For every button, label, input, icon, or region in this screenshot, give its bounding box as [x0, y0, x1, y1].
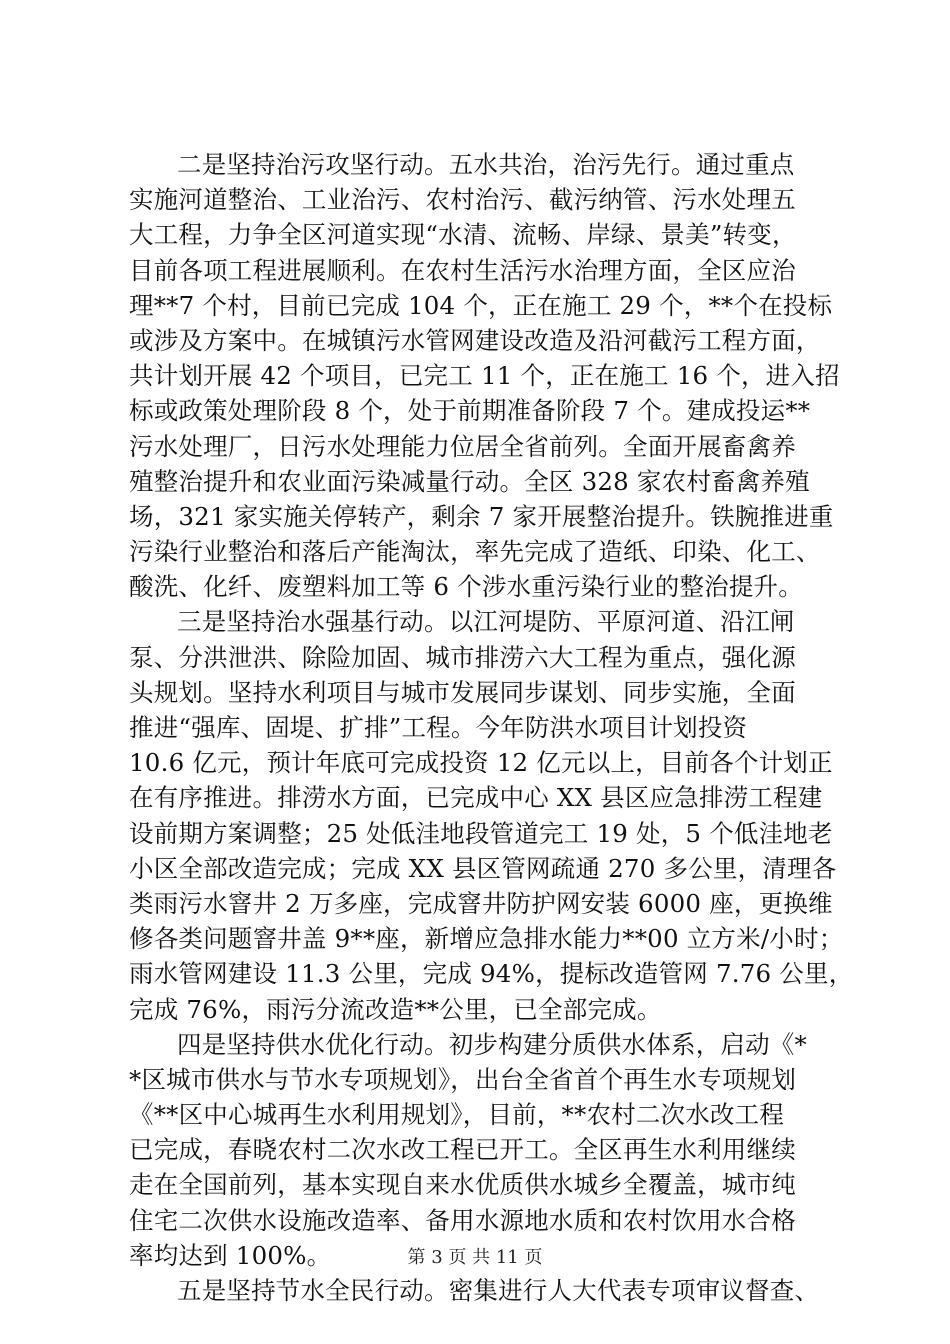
text-line: 走在全国前列，基本实现自来水优质供水城乡全覆盖，城市纯: [129, 1170, 796, 1200]
text-line: 场，321 家实施关停转产，剩余 7 家开展整治提升。铁腕推进重: [129, 501, 834, 531]
text-line: 已完成，春晓农村二次水改工程已开工。全区再生水利用继续: [129, 1135, 796, 1165]
text-line: 污水处理厂，日污水处理能力位居全省前列。全面开展畜禽养: [129, 431, 796, 461]
text-line: 二是坚持治污攻坚行动。五水共治，治污先行。通过重点: [177, 150, 795, 179]
text-line: 在有序推进。排涝水方面，已完成中心 XX 县区应急排涝工程建: [129, 783, 823, 813]
text-line: 污染行业整治和落后产能淘汰，率先完成了造纸、印染、化工、: [129, 537, 821, 567]
text-line: 修各类问题窨井盖 9**座，新增应急排水能力**00 立方米/小时；: [129, 924, 844, 954]
page-footer: [0, 1247, 950, 1269]
text-line: 住宅二次供水设施改造率、备用水源地水质和农村饮用水合格: [129, 1205, 796, 1235]
text-line: 共计划开展 42 个项目，已完工 11 个，正在施工 16 个，进入招: [129, 361, 840, 391]
text-line: 雨水管网建设 11.3 公里，完成 94%，提标改造管网 7.76 公里，: [129, 959, 854, 989]
text-line: 三是坚持治水强基行动。以江河堤防、平原河道、沿江闸: [177, 607, 795, 637]
text-line: 头规划。坚持水利项目与城市发展同步谋划、同步实施，全面: [129, 677, 796, 707]
text-line: 类雨污水窨井 2 万多座，完成窨井防护网安装 6000 座，更换维: [129, 888, 833, 918]
text-line: 五是坚持节水全民行动。密集进行人大代表专项审议督查、: [177, 1276, 820, 1305]
page-number-label: 第 3 页 共 11 页: [407, 1247, 543, 1268]
text-line: 10.6 亿元，预计年底可完成投资 12 亿元以上，目前各个计划正: [129, 748, 833, 778]
text-line: 完成 76%，雨污分流改造**公里，已全部完成。: [129, 994, 662, 1024]
text-line: 目前各项工程进展顺利。在农村生活污水治理方面，全区应治: [129, 255, 796, 285]
text-line: *区城市供水与节水专项规划》，出台全省首个再生水专项规划: [129, 1064, 797, 1094]
text-line: 四是坚持供水优化行动。初步构建分质供水体系，启动《*: [177, 1029, 807, 1059]
text-line: 标或政策处理阶段 8 个，处于前期准备阶段 7 个。建成投运**: [129, 396, 811, 426]
text-line: 酸洗、化纤、废塑料加工等 6 个涉水重污染行业的整治提升。: [129, 572, 803, 602]
text-line: 《**区中心城再生水利用规划》，目前，**农村二次水改工程: [129, 1100, 785, 1130]
text-line: 设前期方案调整；25 处低洼地段管道完工 19 处，5 个低洼地老: [129, 818, 833, 848]
document-body: [129, 147, 854, 1308]
text-line: 理**7 个村，目前已完成 104 个，正在施工 29 个，**个在投标: [129, 290, 833, 320]
text-line: 或涉及方案中。在城镇污水管网建设改造及沿河截污工程方面，: [129, 325, 821, 355]
text-line: 殖整治提升和农业面污染减量行动。全区 328 家农村畜禽养殖: [129, 466, 810, 496]
text-line: 小区全部改造完成；完成 XX 县区管网疏通 270 多公里，清理各: [129, 853, 837, 883]
text-line: 推进“强库、固堤、扩排”工程。今年防洪水项目计划投资: [129, 713, 748, 742]
text-line: 大工程，力争全区河道实现“水清、流畅、岸绿、景美”转变，: [129, 220, 797, 250]
text-line: 实施河道整治、工业治污、农村治污、截污纳管、污水处理五: [129, 185, 796, 215]
text-line: 率均达到 100%。: [129, 1240, 332, 1270]
text-line: 泵、分洪泄洪、除险加固、城市排涝六大工程为重点，强化源: [129, 642, 796, 672]
